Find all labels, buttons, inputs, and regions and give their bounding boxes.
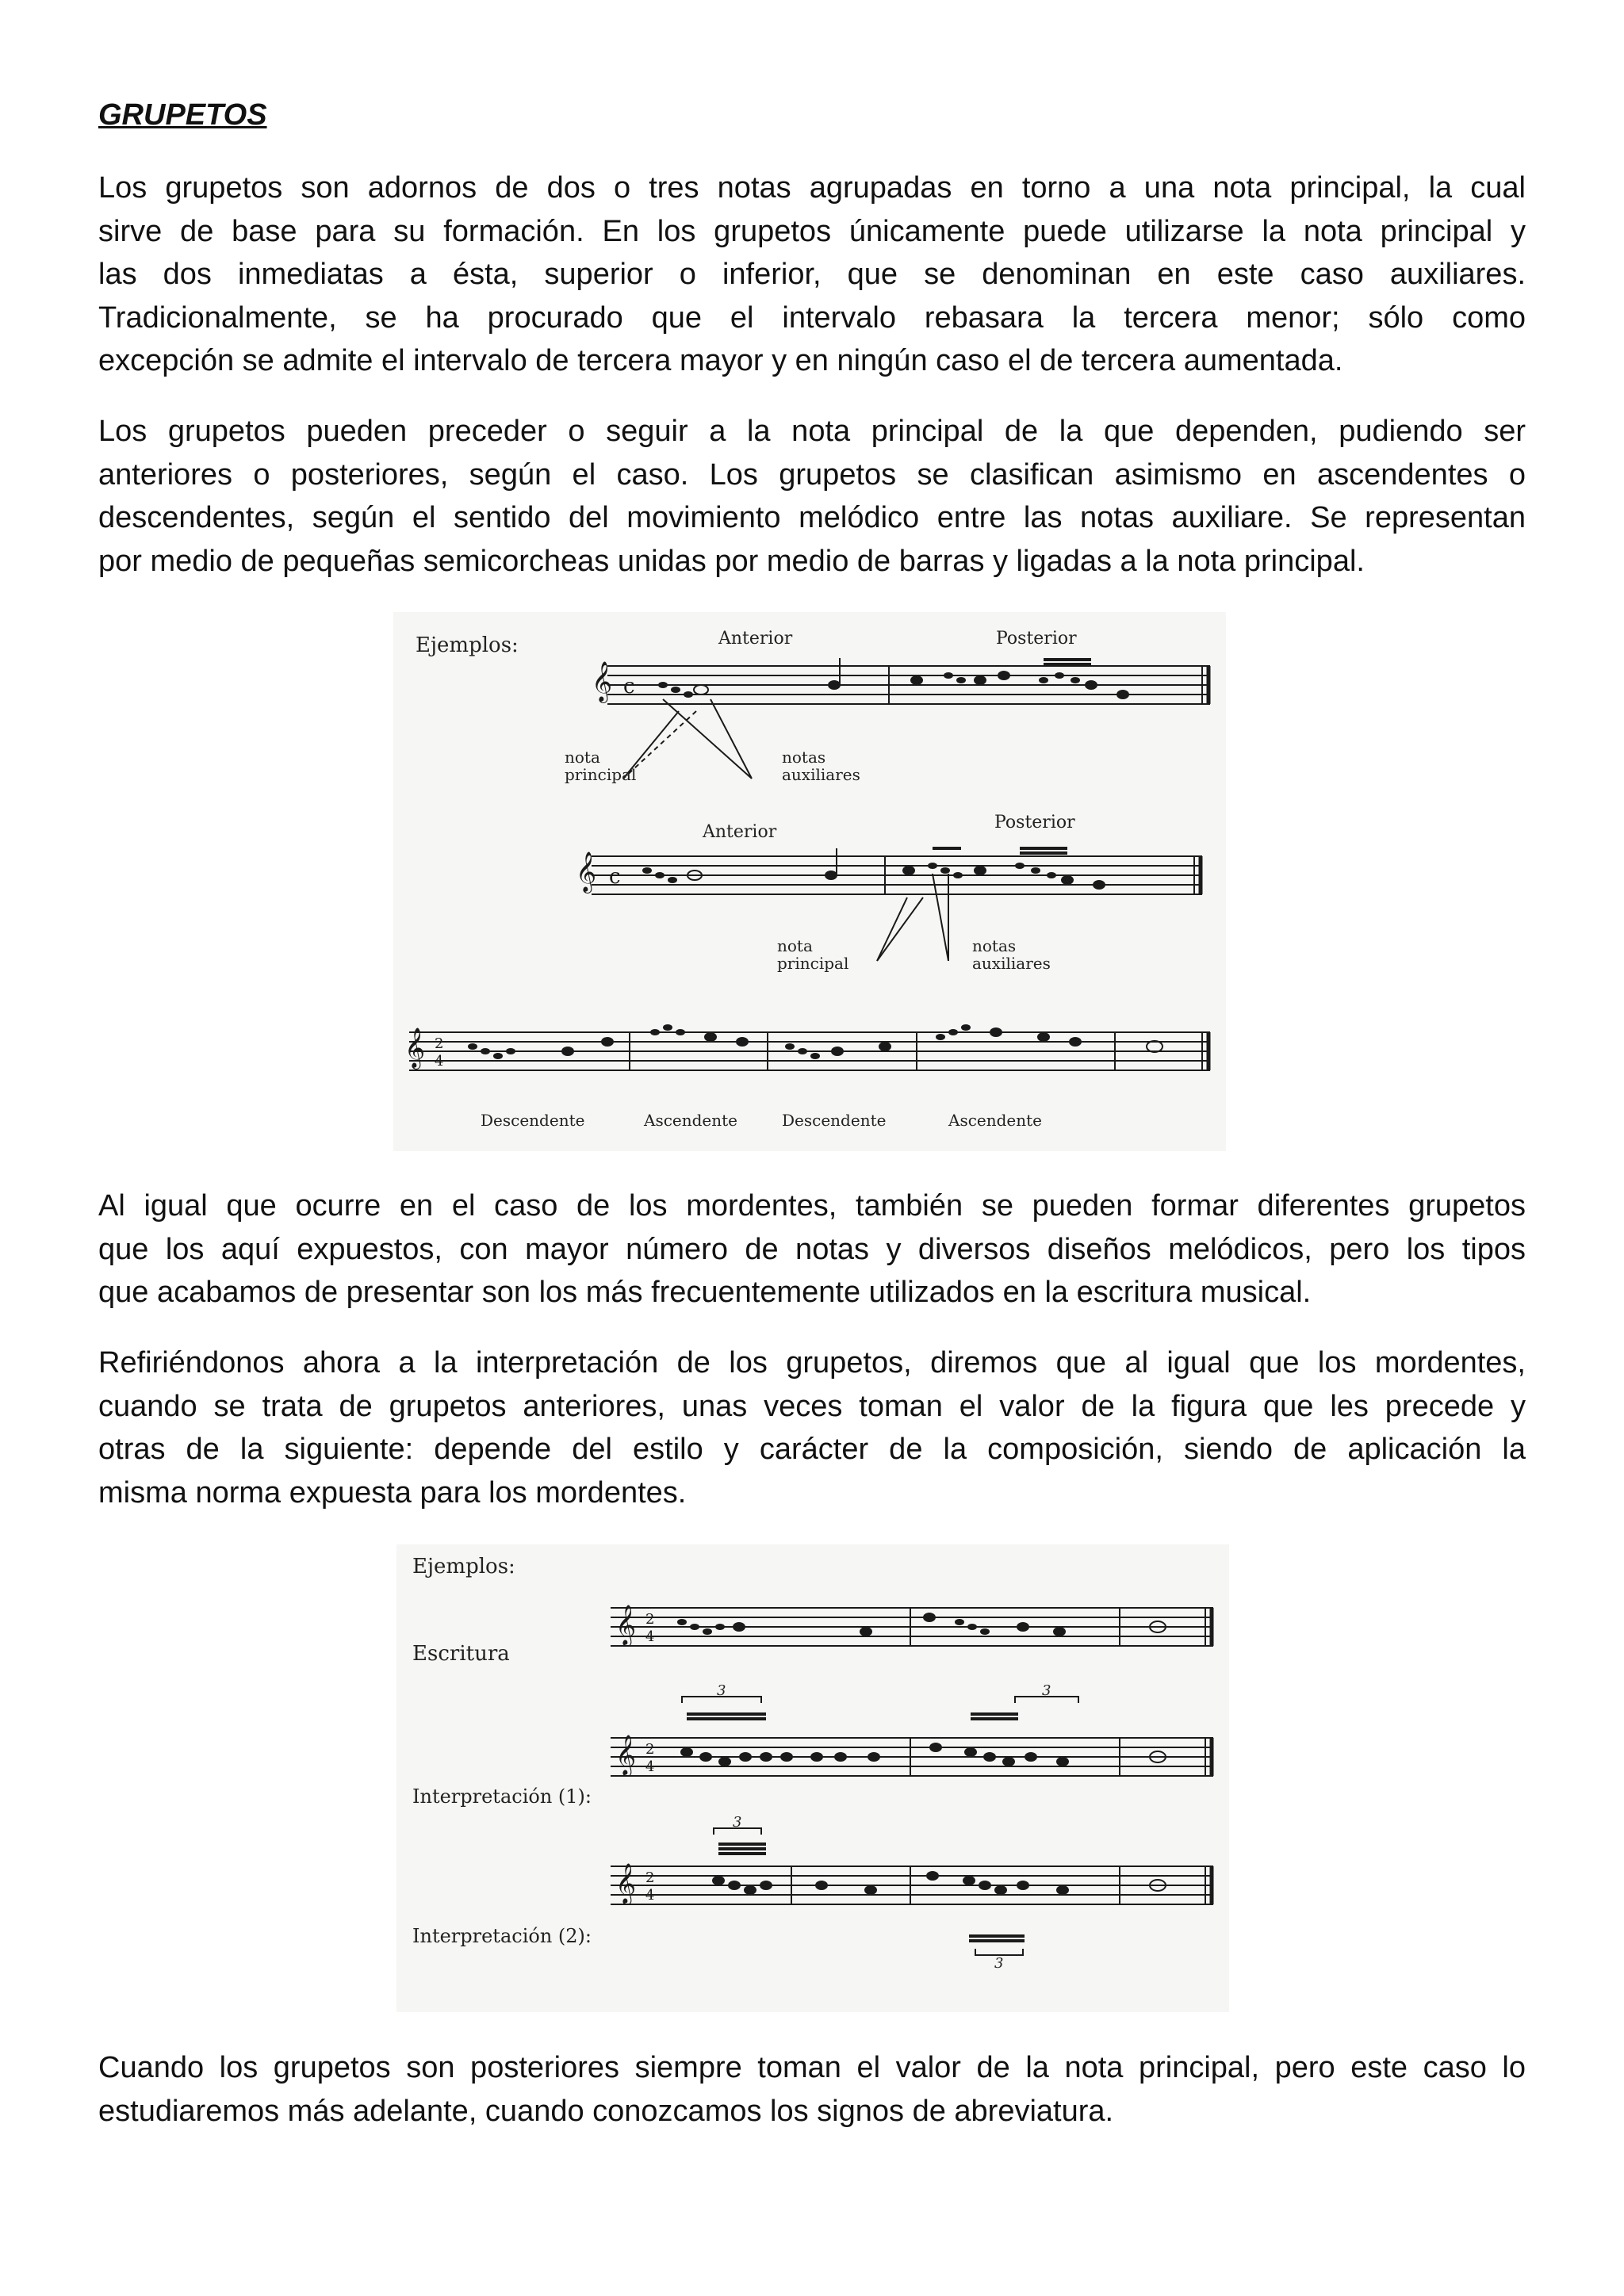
auxiliares-label: auxiliares: [782, 765, 860, 784]
triplet-label: 3: [717, 1682, 726, 1699]
text-line: que los aquí expuestos, con mayor número de notas y diversos diseños melódicos, pero los tipos: [98, 1232, 1526, 1266]
music-example-figure-2: [396, 1544, 1229, 2012]
interpretacion-1-label: Interpretación (1):: [412, 1785, 592, 1808]
staff-interpretacion-1: [611, 1697, 1213, 1776]
paragraph-3: [98, 1184, 1526, 1314]
time-signature-bottom: 4: [645, 1628, 655, 1645]
text-line: anteriores o posteriores, según el caso. Los grupetos se clasifican asimismo en ascendentes o: [98, 457, 1526, 492]
text-line: sirve de base para su formación. En los grupetos únicamente puede utilizarse la nota principal y: [98, 214, 1526, 248]
treble-clef-icon: 𝄞: [592, 661, 613, 702]
text-line: cuando se trata de grupetos anteriores, unas veces toman el valor de la figura que les precede y: [98, 1389, 1526, 1423]
text-line: Al igual que ocurre en el caso de los mordentes, también se pueden formar diferentes grupetos: [98, 1189, 1526, 1223]
text-line: descendentes, según el sentido del movimiento melódico entre las notas auxiliare. Se representan: [98, 501, 1526, 534]
music-example-figure-1: [393, 612, 1226, 1151]
time-signature-top: 2: [645, 1611, 655, 1628]
text-line: excepción se admite el intervalo de tercera mayor y en ningún caso el de tercera aumentada.: [98, 344, 1343, 377]
principal-label: principal: [777, 954, 849, 973]
auxiliares-label: auxiliares: [972, 954, 1051, 973]
treble-clef-icon: 𝄞: [615, 1863, 637, 1904]
posterior-label: Posterior: [996, 629, 1077, 649]
escritura-label: Escritura: [412, 1642, 510, 1666]
triplet-label: 3: [1042, 1682, 1051, 1699]
nota-label: nota: [777, 936, 813, 955]
text-line: Refiriéndonos ahora a la interpretación de los grupetos, diremos que al igual que los mordentes,: [98, 1346, 1526, 1380]
triplet-label: 3: [994, 1955, 1004, 1972]
text-line: estudiaremos más adelante, cuando conozcamos los signos de abreviatura.: [98, 2094, 1114, 2128]
paragraph-4: [98, 1341, 1526, 1514]
text-line: Cuando los grupetos son posteriores siempre toman el valor de la nota principal, pero este caso lo: [98, 2051, 1526, 2084]
ascendente-label: Ascendente: [948, 1111, 1043, 1130]
time-signature-bottom: 4: [435, 1053, 444, 1070]
staff-interpretacion-2: [611, 1828, 1213, 1955]
treble-clef-icon: 𝄞: [615, 1605, 637, 1645]
text-line: las dos inmediatas a ésta, superior o inferior, que se denominan en este caso auxiliares.: [98, 258, 1526, 291]
principal-label: principal: [565, 765, 637, 784]
treble-clef-icon: 𝄞: [404, 1027, 426, 1068]
text-line: que acabamos de presentar son los más frecuentemente utilizados en la escritura musical.: [98, 1276, 1312, 1309]
ejemplos-label: Ejemplos:: [416, 633, 519, 657]
ejemplos-label: Ejemplos:: [412, 1555, 515, 1578]
common-time-icon: c: [609, 865, 621, 889]
time-signature-top: 2: [435, 1035, 444, 1052]
text-line: Tradicionalmente, se ha procurado que el intervalo rebasara la tercera menor; sólo como: [98, 300, 1526, 335]
staff-2: [592, 856, 1202, 894]
time-signature-top: 2: [645, 1869, 655, 1886]
anterior-label: Anterior: [703, 822, 777, 842]
common-time-icon: c: [623, 675, 635, 698]
interpretacion-2-label: Interpretación (2):: [412, 1925, 592, 1947]
treble-clef-icon: 𝄞: [615, 1735, 637, 1775]
triplet-label: 3: [733, 1814, 742, 1831]
staff-escritura: [611, 1608, 1213, 1646]
time-signature-top: 2: [645, 1741, 655, 1758]
text-line: otras de la siguiente: depende del estilo y carácter de la composición, siendo de aplicación la: [98, 1433, 1526, 1466]
text-line: Los grupetos pueden preceder o seguir a la nota principal de la que dependen, pudiendo ser: [98, 415, 1526, 448]
descendente-label: Descendente: [782, 1111, 887, 1130]
text-line: por medio de pequeñas semicorcheas unidas por medio de barras y ligadas a la nota principal.: [98, 544, 1365, 578]
anterior-label: Anterior: [718, 629, 793, 649]
paragraph-1: [98, 166, 1526, 383]
ascendente-label: Ascendente: [644, 1111, 738, 1130]
time-signature-bottom: 4: [645, 1887, 655, 1904]
paragraph-5: [98, 2046, 1526, 2133]
descendente-label: Descendente: [481, 1111, 585, 1130]
page-title: GRUPETOS: [98, 98, 267, 132]
music-notation-1: [393, 612, 1226, 1151]
nota-label: nota: [565, 748, 600, 767]
notas-label: notas: [972, 936, 1017, 955]
notas-label: notas: [782, 748, 826, 767]
time-signature-bottom: 4: [645, 1758, 655, 1775]
paragraph-2: [98, 410, 1526, 583]
treble-clef-icon: 𝄞: [576, 851, 597, 892]
posterior-label: Posterior: [994, 813, 1075, 832]
text-line: Los grupetos son adornos de dos o tres notas agrupadas en torno a una nota principal, la cual: [98, 171, 1526, 205]
music-notation-2: [396, 1544, 1229, 2012]
text-line: misma norma expuesta para los mordentes.: [98, 1475, 687, 1510]
staff-3: [409, 1032, 1210, 1070]
